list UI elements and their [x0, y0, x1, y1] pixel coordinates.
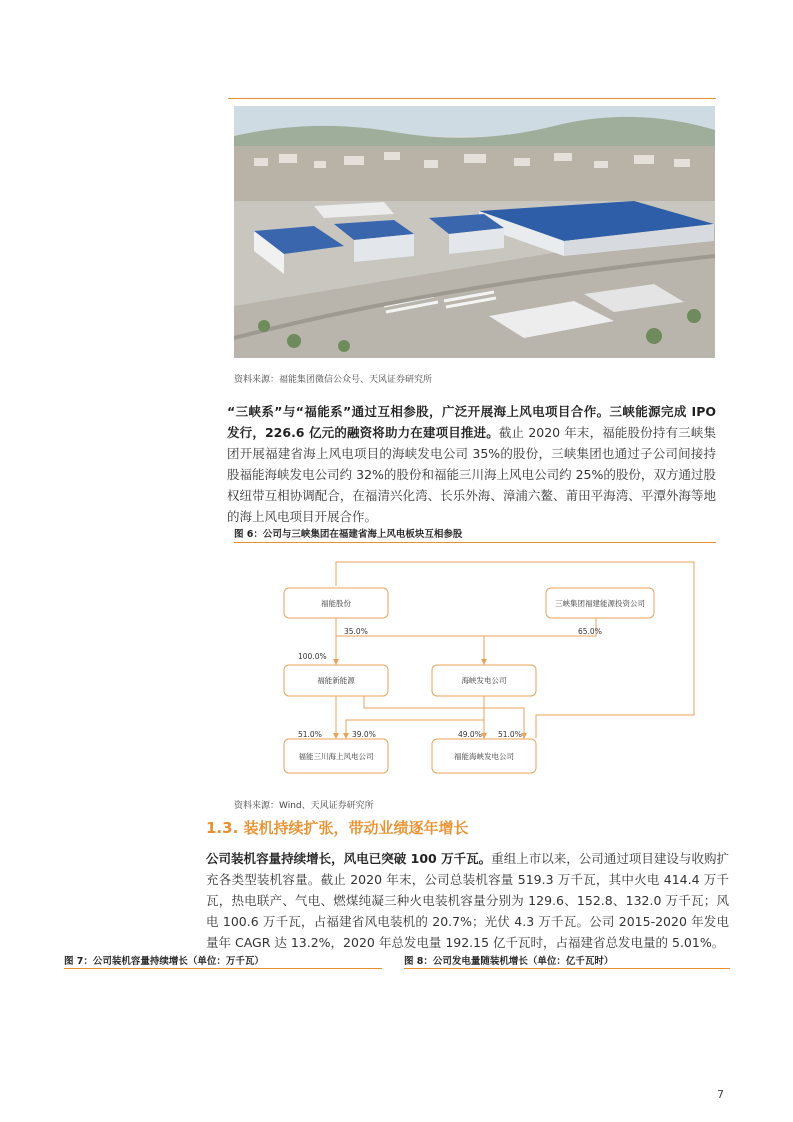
label-35: 35.0%: [344, 627, 368, 636]
node-sanchuan: 福能三川海上风电公司: [298, 752, 374, 761]
node-funeng: 福能股份: [321, 599, 351, 608]
paragraph-capacity-lead: 公司装机容量持续增长，风电已突破 100 万千瓦。: [206, 851, 492, 866]
section-heading: 1.3. 装机持续扩张，带动业绩逐年增长: [206, 819, 469, 837]
figure-8-rule: [404, 968, 730, 969]
paragraph-capacity-body: 重组上市以来，公司通过项目建设与收购扩充各类型装机容量。截止 2020 年末，公司总装机容量 519.3 万千瓦，其中火电 414.4 万千瓦，热电联产、气电、燃煤纯凝三种火电装机容量分别为 129.6、152.8、132.0 万千瓦；风电 100.6 万千瓦，占福建省风电装机的 20.7%；光伏 4.3 万千瓦。公司 2015-2020 年发电量年 CAGR 达 13.2%，2020 年总发电量 192.15 亿千瓦时，占福建省总发电量的 5.01%。: [206, 851, 729, 950]
figure-7-title: 图 7：公司装机容量持续增长（单位：万千瓦）: [64, 956, 264, 967]
label-39: 39.0%: [352, 730, 376, 739]
figure-7-rule: [64, 968, 382, 969]
photo-source: 资料来源：福能集团微信公众号、天风证券研究所: [234, 375, 433, 385]
node-fn-haixia: 福能海峡发电公司: [454, 752, 514, 761]
figure-6-rule: [234, 542, 716, 543]
figure-6-title: 图 6：公司与三峡集团在福建省海上风电板块互相参股: [234, 529, 463, 540]
equity-structure-diagram: [234, 548, 716, 788]
label-49: 49.0%: [458, 730, 482, 739]
node-sanxia: 三峡集团福建能源投资公司: [555, 599, 645, 608]
paragraph-cooperation: [227, 401, 716, 527]
node-haixia: 海峡发电公司: [461, 676, 507, 685]
paragraph-cooperation-lead: “三峡系”与“福能系”通过互相参股，广泛开展海上风电项目合作。三峡能源完成 IPO 发行，226.6 亿元的融资将助力在建项目推进。: [227, 404, 716, 440]
paragraph-capacity: [206, 848, 729, 953]
label-51a: 51.0%: [298, 730, 322, 739]
page-number: 7: [717, 1088, 724, 1101]
label-65: 65.0%: [578, 627, 602, 636]
factory-aerial-photo: [234, 106, 715, 358]
header-rule: [228, 98, 716, 99]
node-new-energy: 福能新能源: [317, 676, 355, 685]
label-100: 100.0%: [298, 652, 327, 661]
label-51b: 51.0%: [498, 730, 522, 739]
figure-6-source: 资料来源：Wind、天风证券研究所: [234, 801, 374, 811]
figure-8-title: 图 8：公司发电量随装机增长（单位：亿千瓦时）: [404, 956, 614, 967]
paragraph-cooperation-body: 截止 2020 年末，福能股份持有三峡集团开展福建省海上风电项目的海峡发电公司 35%的股份，三峡集团也通过子公司间接持股福能海峡发电公司约 32%的股份和福能三川海上风电公司约 25%的股份，双方通过股权纽带互相协调配合，在福清兴化湾、长乐外海、漳浦六鳌、莆田平海湾、平潭外海等地的海上风电项目开展合作。: [227, 425, 716, 524]
